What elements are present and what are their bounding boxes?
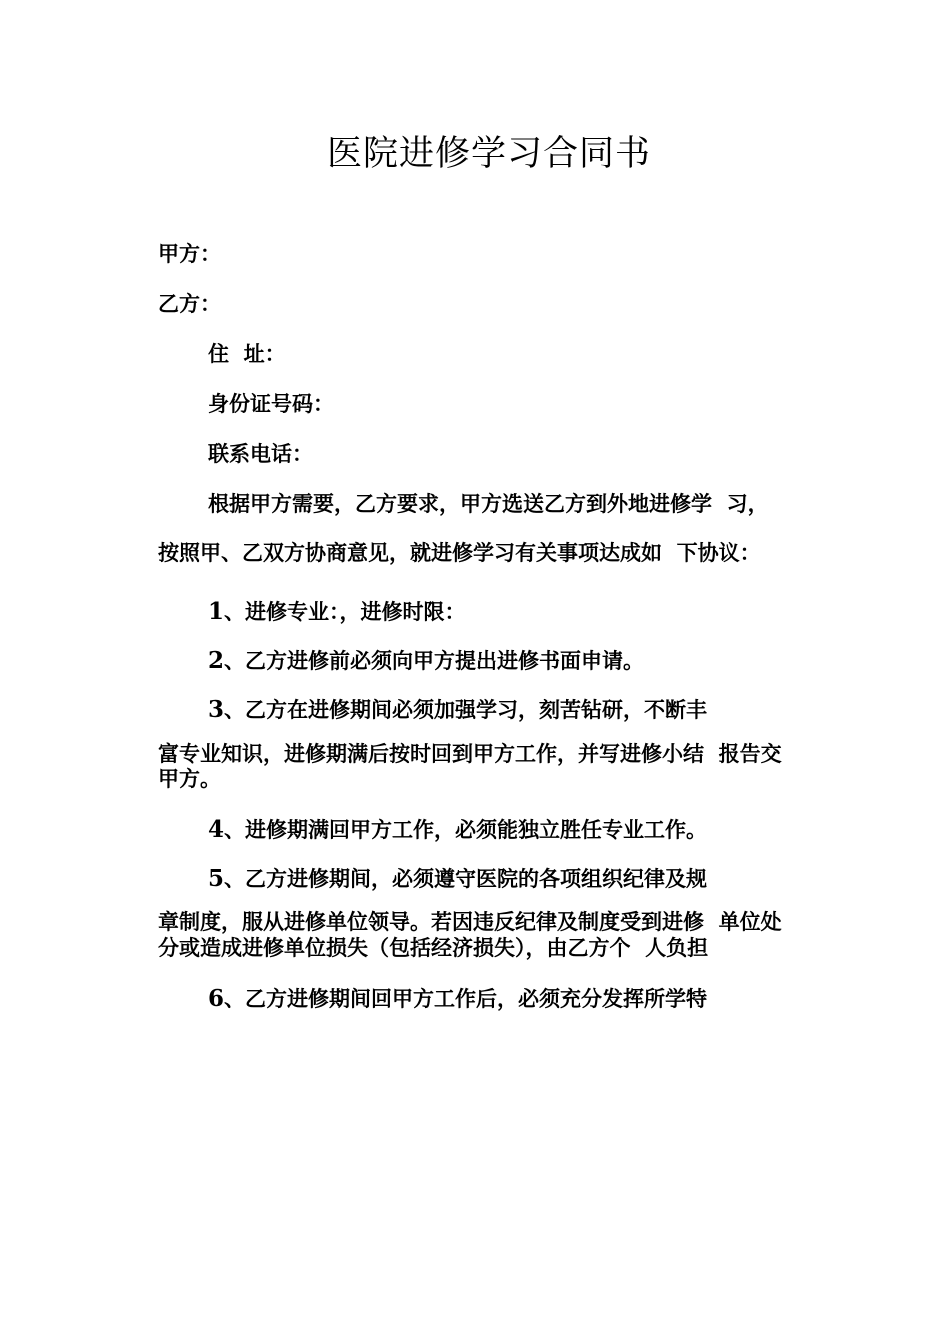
address-label: 住 址： (208, 342, 286, 366)
clause-5-line-2: 章制度，服从进修单位领导。若因违反纪律及制度受到进修 单位处 (158, 910, 782, 934)
clause-4 (208, 817, 707, 843)
intro-line-1: 根据甲方需要，乙方要求，甲方选送乙方到外地进修学 习， (208, 492, 769, 516)
clause-number: 6 (208, 985, 225, 1012)
intro-line-2: 按照甲、乙双方协商意见，就进修学习有关事项达成如 下协议： (158, 541, 761, 565)
clause-text: 、进修期满回甲方工作，必须能独立胜任专业工作。 (224, 818, 708, 842)
clause-3 (208, 697, 707, 723)
document-title: 医院进修学习合同书 (326, 134, 651, 174)
clause-number: 2 (208, 647, 225, 674)
clause-number: 5 (208, 865, 225, 892)
clause-text: 、乙方在进修期间必须加强学习，刻苦钻研，不断丰 (224, 698, 708, 722)
clause-5-line-3: 分或造成进修单位损失（包括经济损失），由乙方个 人负担 (158, 936, 709, 960)
clause-text: 、乙方进修期间，必须遵守医院的各项组织纪律及规 (224, 867, 708, 891)
clause-3-line-2: 富专业知识，进修期满后按时回到甲方工作，并写进修小结 报告交 (158, 742, 782, 766)
clause-6 (208, 986, 707, 1012)
party-b-label: 乙方： (158, 292, 221, 316)
clause-text: 、乙方进修前必须向甲方提出进修书面申请。 (224, 649, 645, 673)
clause-number: 1 (208, 598, 225, 625)
party-a-label: 甲方： (158, 242, 221, 266)
clause-number: 4 (208, 816, 225, 843)
clause-2 (208, 648, 644, 674)
clause-text: 、进修专业：，进修时限： (224, 600, 466, 624)
clause-1 (208, 599, 466, 625)
id-number-label: 身份证号码： (208, 392, 334, 416)
clause-5 (208, 866, 707, 892)
phone-label: 联系电话： (208, 442, 313, 466)
clause-text: 、乙方进修期间回甲方工作后，必须充分发挥所学特 (224, 987, 708, 1011)
clause-number: 3 (208, 696, 225, 723)
clause-3-line-3: 甲方。 (158, 767, 221, 791)
